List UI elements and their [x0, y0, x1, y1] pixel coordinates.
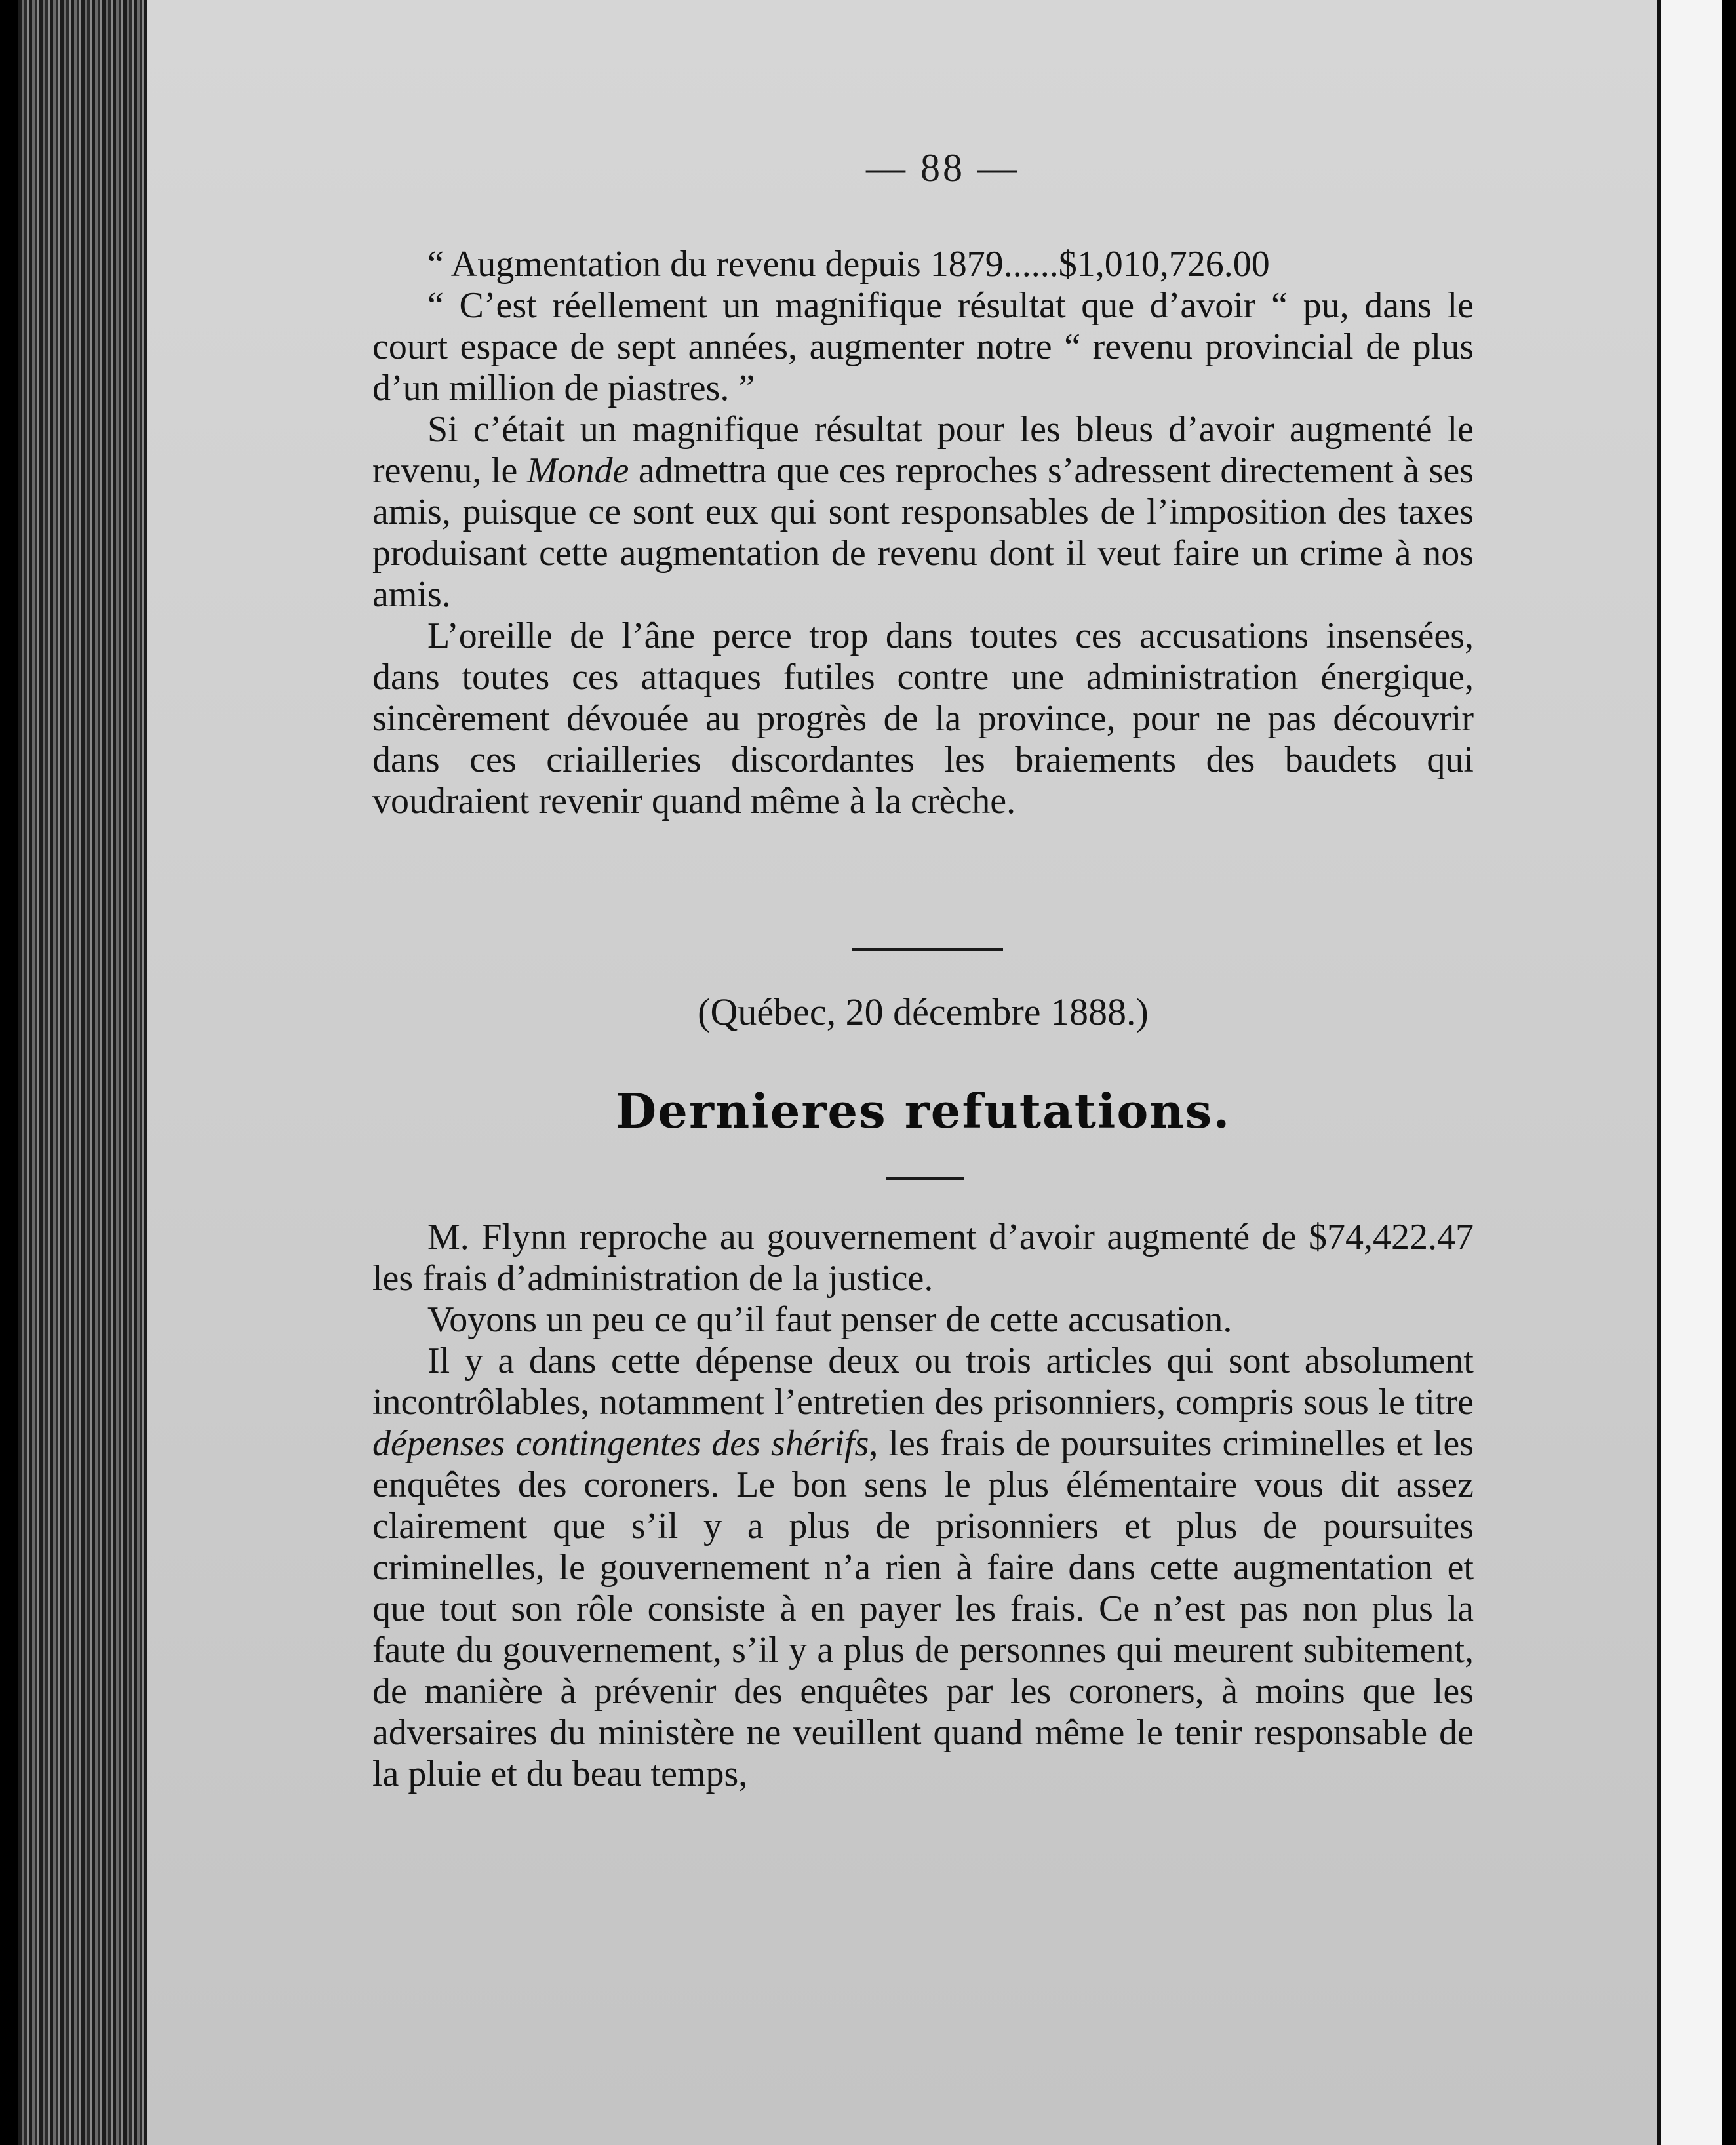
paragraph-text: admettra que ces reproches s’adressent directement à ses amis, puisque ce sont eux qui sont responsables de l’imposition des taxes produisant cette augmentation de revenu dont il veut faire un crime à nos amis. — [372, 450, 1474, 615]
title-underline-rule — [886, 1177, 964, 1180]
page-number: — 88 — — [866, 146, 1019, 189]
quote-paragraph: “ C’est réellement un magnifique résultat que d’avoir “ pu, dans le court espace de sept années, augmenter notre “ revenu provincial de plus d’un million de piastres. ” — [372, 285, 1474, 408]
divider-rule — [852, 948, 1003, 951]
quote-revenue-line: “ Augmentation du revenu depuis 1879......$1,010,726.00 — [427, 244, 1270, 285]
bottom-text-block — [372, 1217, 1474, 1795]
paragraph-text: , les frais de poursuites criminelles et les enquêtes des coroners. Le bon sens le plus élémentaire vous dit assez clairement que s’il y a plus de prisonniers et plus de poursuites criminelles, le gouvernement n’a rien à faire dans cette augmentation et que tout son rôle consiste à en payer les frais. Ce n’est pas non plus la faute du gouvernement, s’il y a plus de personnes qui meurent subitement, de manière à prévenir des enquêtes par les coroners, à moins que les adversaires du ministère ne veuillent quand même le tenir responsable de la pluie et du beau temps, — [372, 1423, 1474, 1794]
paragraph-text: Il y a dans cette dépense deux ou trois articles qui sont absolument incontrôlables, notamment l’entretien des prisonniers, compris sous le titre — [372, 1341, 1474, 1423]
paragraph-voyons: Voyons un peu ce qu’il faut penser de cette accusation. — [427, 1299, 1233, 1340]
paragraph-text: Si c’était un magnifique résultat pour les bleus d’avoir augmenté le revenu, le — [372, 409, 1474, 491]
paragraph-flynn: M. Flynn reproche au gouvernement d’avoir augmenté de $74,422.47 les frais d’administration de la justice. — [372, 1217, 1474, 1299]
paragraph-depense — [372, 1341, 1474, 1795]
paragraph-oreille: L’oreille de l’âne perce trop dans toutes ces accusations insensées, dans toutes ces attaques futiles contre une administration énergique, sincèrement dévouée au progrès de la province, pour ne pas découvrir dans ces criailleries discordantes les braiements des baudets qui voudraient revenir quand même à la crèche. — [372, 616, 1474, 821]
italic-budget-title: dépenses contingentes des shérifs — [372, 1423, 869, 1464]
italic-newspaper-name: Monde — [526, 450, 629, 491]
section-title: Dernieres refutations. — [615, 1083, 1231, 1139]
book-page-edges — [18, 0, 147, 2145]
facing-page-strip — [1657, 0, 1722, 2145]
top-text-block — [372, 244, 1474, 822]
dateline: (Québec, 20 décembre 1888.) — [698, 991, 1149, 1033]
paragraph-magnifique — [372, 409, 1474, 616]
